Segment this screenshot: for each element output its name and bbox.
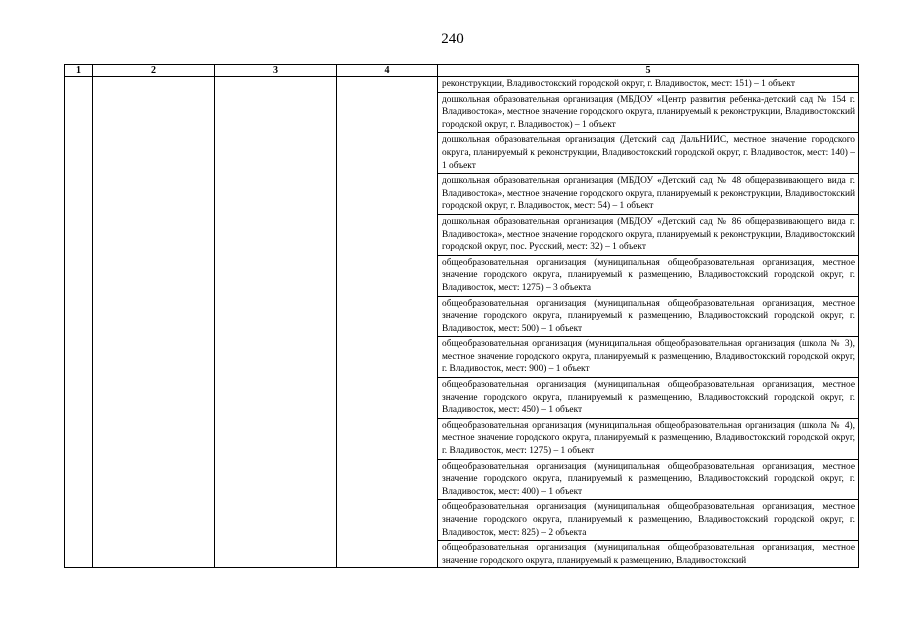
object-entry: общеобразовательная организация (муниципальная общеобразовательная организация, местное значение городского округа, планируемый к размещению, Владивостокский городской округ, г. Владивосток, мест: 1275) – 3 объекта — [438, 256, 858, 297]
object-entry: общеобразовательная организация (муниципальная общеобразовательная организация, местное значение городского округа, планируемый к размещению, Владивостокский городской округ, г. Владивосток, мест: 400) – 1 объект — [438, 460, 858, 501]
cell-column-2 — [93, 77, 215, 568]
column-header-1: 1 — [65, 65, 93, 77]
data-table — [64, 64, 859, 568]
object-entry: дошкольная образовательная организация (Детский сад ДальНИИС, местное значение городского округа, планируемый к реконструкции, Владивостокский городской округ, г. Владивосток, мест: 140) – 1 объект — [438, 133, 858, 174]
header-row — [65, 65, 859, 77]
cell-column-4 — [337, 77, 438, 568]
column-header-4: 4 — [337, 65, 438, 77]
object-entry: общеобразовательная организация (муниципальная общеобразовательная организация, местное значение городского округа, планируемый к размещению, Владивостокский городской округ, г. Владивосток, мест: 450) – 1 объект — [438, 378, 858, 419]
object-entry: общеобразовательная организация (муниципальная общеобразовательная организация, местное значение городского округа, планируемый к размещению, Владивостокский городской округ, г. Владивосток, мест: 500) – 1 объект — [438, 297, 858, 338]
column-header-5: 5 — [438, 65, 859, 77]
page-number: 240 — [441, 31, 464, 47]
cell-column-5 — [438, 77, 859, 568]
cell-column-3 — [215, 77, 337, 568]
object-entry: дошкольная образовательная организация (МБДОУ «Детский сад № 86 общеразвивающего вида г. Владивостока», местное значение городского округа, планируемый к реконструкции, Владивостокский городской округ, пос. Русский, мест: 32) – 1 объект — [438, 215, 858, 256]
column-header-2: 2 — [93, 65, 215, 77]
object-entry: общеобразовательная организация (муниципальная общеобразовательная организация, местное значение городского округа, планируемый к размещению, Владивостокский — [442, 543, 855, 566]
object-entry: общеобразовательная организация (муниципальная общеобразовательная организация (школа № 4), местное значение городского округа, планируемый к размещению, Владивостокский городской округ, г. Владивосток, мест: 1275) – 1 объект — [438, 419, 858, 460]
object-entry: общеобразовательная организация (муниципальная общеобразовательная организация, местное значение городского округа, планируемый к размещению, Владивостокский городской округ, г. Владивосток, мест: 825) – 2 объекта — [438, 500, 858, 541]
column-header-3: 3 — [215, 65, 337, 77]
object-entry: общеобразовательная организация (муниципальная общеобразовательная организация (школа № 3), местное значение городского округа, планируемый к размещению, Владивостокский городской округ, г. Владивосток, мест: 900) – 1 объект — [438, 337, 858, 378]
table-row — [65, 77, 859, 568]
object-entry: дошкольная образовательная организация (МБДОУ «Детский сад № 48 общеразвивающего вида г. Владивостока», местное значение городского округа, планируемый к реконструкции, Владивостокский городской округ, г. Владивосток, мест: 54) – 1 объект — [438, 174, 858, 215]
cell-column-1 — [65, 77, 93, 568]
object-entry: реконструкции, Владивостокский городской округ, г. Владивосток, мест: 151) – 1 объект — [438, 77, 858, 93]
object-entry: дошкольная образовательная организация (МБДОУ «Центр развития ребенка-детский сад № 154 г. Владивостока», местное значение городского округа, планируемый к реконструкции, Владивостокский городской округ, г. Владивосток) – 1 объект — [438, 93, 858, 134]
